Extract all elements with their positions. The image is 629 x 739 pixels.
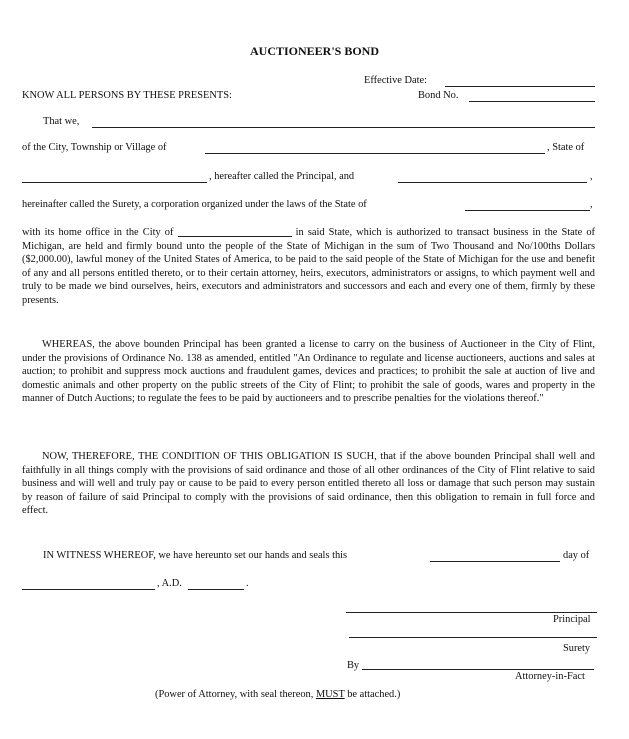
effective-date-label: Effective Date: (364, 75, 427, 86)
whereas-text: WHEREAS, the above bounden Principal has been granted a license to carry on the business of Auctioneer in the City of Flint, under the provisions of Ordinance No. 138 as amended, entitled "An Ordinance to regulate and license auctioneers, auctions and sales at auction; to prohibit and suppress mock auctions and fraudulent games, devices and practices; to prohibit the sale at auction of live and domestic animals and other property on the public streets of the City of Flint; to prohibit the sale of goods, wares and property in the manner of Dutch Auctions; to regulate the fees to be paid by auctioneers and to prescribe penalties for the violations thereof." (22, 339, 595, 404)
surety-state-field[interactable] (465, 210, 590, 211)
by-label: By (347, 660, 360, 671)
comma: , (590, 199, 593, 210)
principal-signature-line[interactable] (346, 612, 597, 613)
municipality-field[interactable] (205, 153, 545, 154)
effective-date-field[interactable] (445, 86, 595, 87)
now-therefore-text: NOW, THEREFORE, THE CONDITION OF THIS OBLIGATION IS SUCH, that if the above bounden Principal shall well and faithfully in all things comply with the provisions of said ordinance and those of all other ordinances of the City of Flint relative to said business and will well and truly pay or cause to be paid to every person entitled thereto all loss or damage that such person may sustain by reason of failure of said Principal to comply with the provisions of said ordinance, then this obligation to remain in full force and effect. (22, 451, 595, 516)
home-office-city-field[interactable] (178, 226, 292, 237)
poa-prefix: (Power of Attorney, with seal thereon, (155, 689, 314, 700)
now-therefore-paragraph (22, 450, 595, 518)
power-of-attorney-note (155, 689, 400, 700)
principal-name-field[interactable] (92, 127, 595, 128)
principal-state-field[interactable] (22, 182, 207, 183)
document-title: AUCTIONEER'S BOND (249, 44, 380, 58)
day-of-label: day of (563, 550, 590, 561)
home-office-label: with its home office in the City of (22, 227, 174, 238)
know-all-heading: KNOW ALL PERSONS BY THESE PRESENTS: (22, 90, 232, 101)
attorney-in-fact-label: Attorney-in-Fact (515, 671, 585, 682)
witness-day-field[interactable] (430, 561, 560, 562)
city-township-label: of the City, Township or Village of (22, 142, 167, 153)
whereas-paragraph (22, 338, 595, 406)
attorney-signature-line[interactable] (362, 669, 594, 670)
hereafter-principal-label: , hereafter called the Principal, and (209, 171, 355, 182)
period: . (246, 578, 249, 589)
principal-label: Principal (553, 614, 591, 625)
poa-suffix: be attached.) (347, 689, 401, 700)
state-of-label: , State of (547, 142, 585, 153)
surety-name-field[interactable] (398, 182, 587, 183)
bond-no-label: Bond No. (418, 90, 459, 101)
bond-no-field[interactable] (469, 101, 595, 102)
surety-signature-line[interactable] (349, 637, 597, 638)
ad-label: , A.D. (157, 578, 182, 589)
witness-year-field[interactable] (188, 589, 244, 590)
bond-obligation-paragraph (22, 226, 595, 307)
witness-month-field[interactable] (22, 589, 155, 590)
comma: , (590, 171, 593, 182)
witness-label: IN WITNESS WHEREOF, we have hereunto set our hands and seals this (43, 550, 348, 561)
hereinafter-surety-label: hereinafter called the Surety, a corporation organized under the laws of the State of (22, 199, 367, 210)
bond-obligation-text: in said State, which is authorized to transact business in the State of Michigan, are held and firmly bound unto the people of the State of Michigan in the sum of Two Thousand and No/100ths Dollars ($2,000.00), lawful money of the United States of America, to be paid to the said people of the State of Michigan for the use and benefit of any and all persons entitled thereto, or to their certain attorney, heirs, executors, administrators or assigns, to which payment well and truly to be made we bind ourselves, heirs, executors and administrators and successors and each and every one of them, firmly by these presents. (22, 227, 596, 306)
poa-must: MUST (315, 689, 345, 700)
surety-label: Surety (563, 643, 591, 654)
that-we-label: That we, (43, 116, 80, 127)
